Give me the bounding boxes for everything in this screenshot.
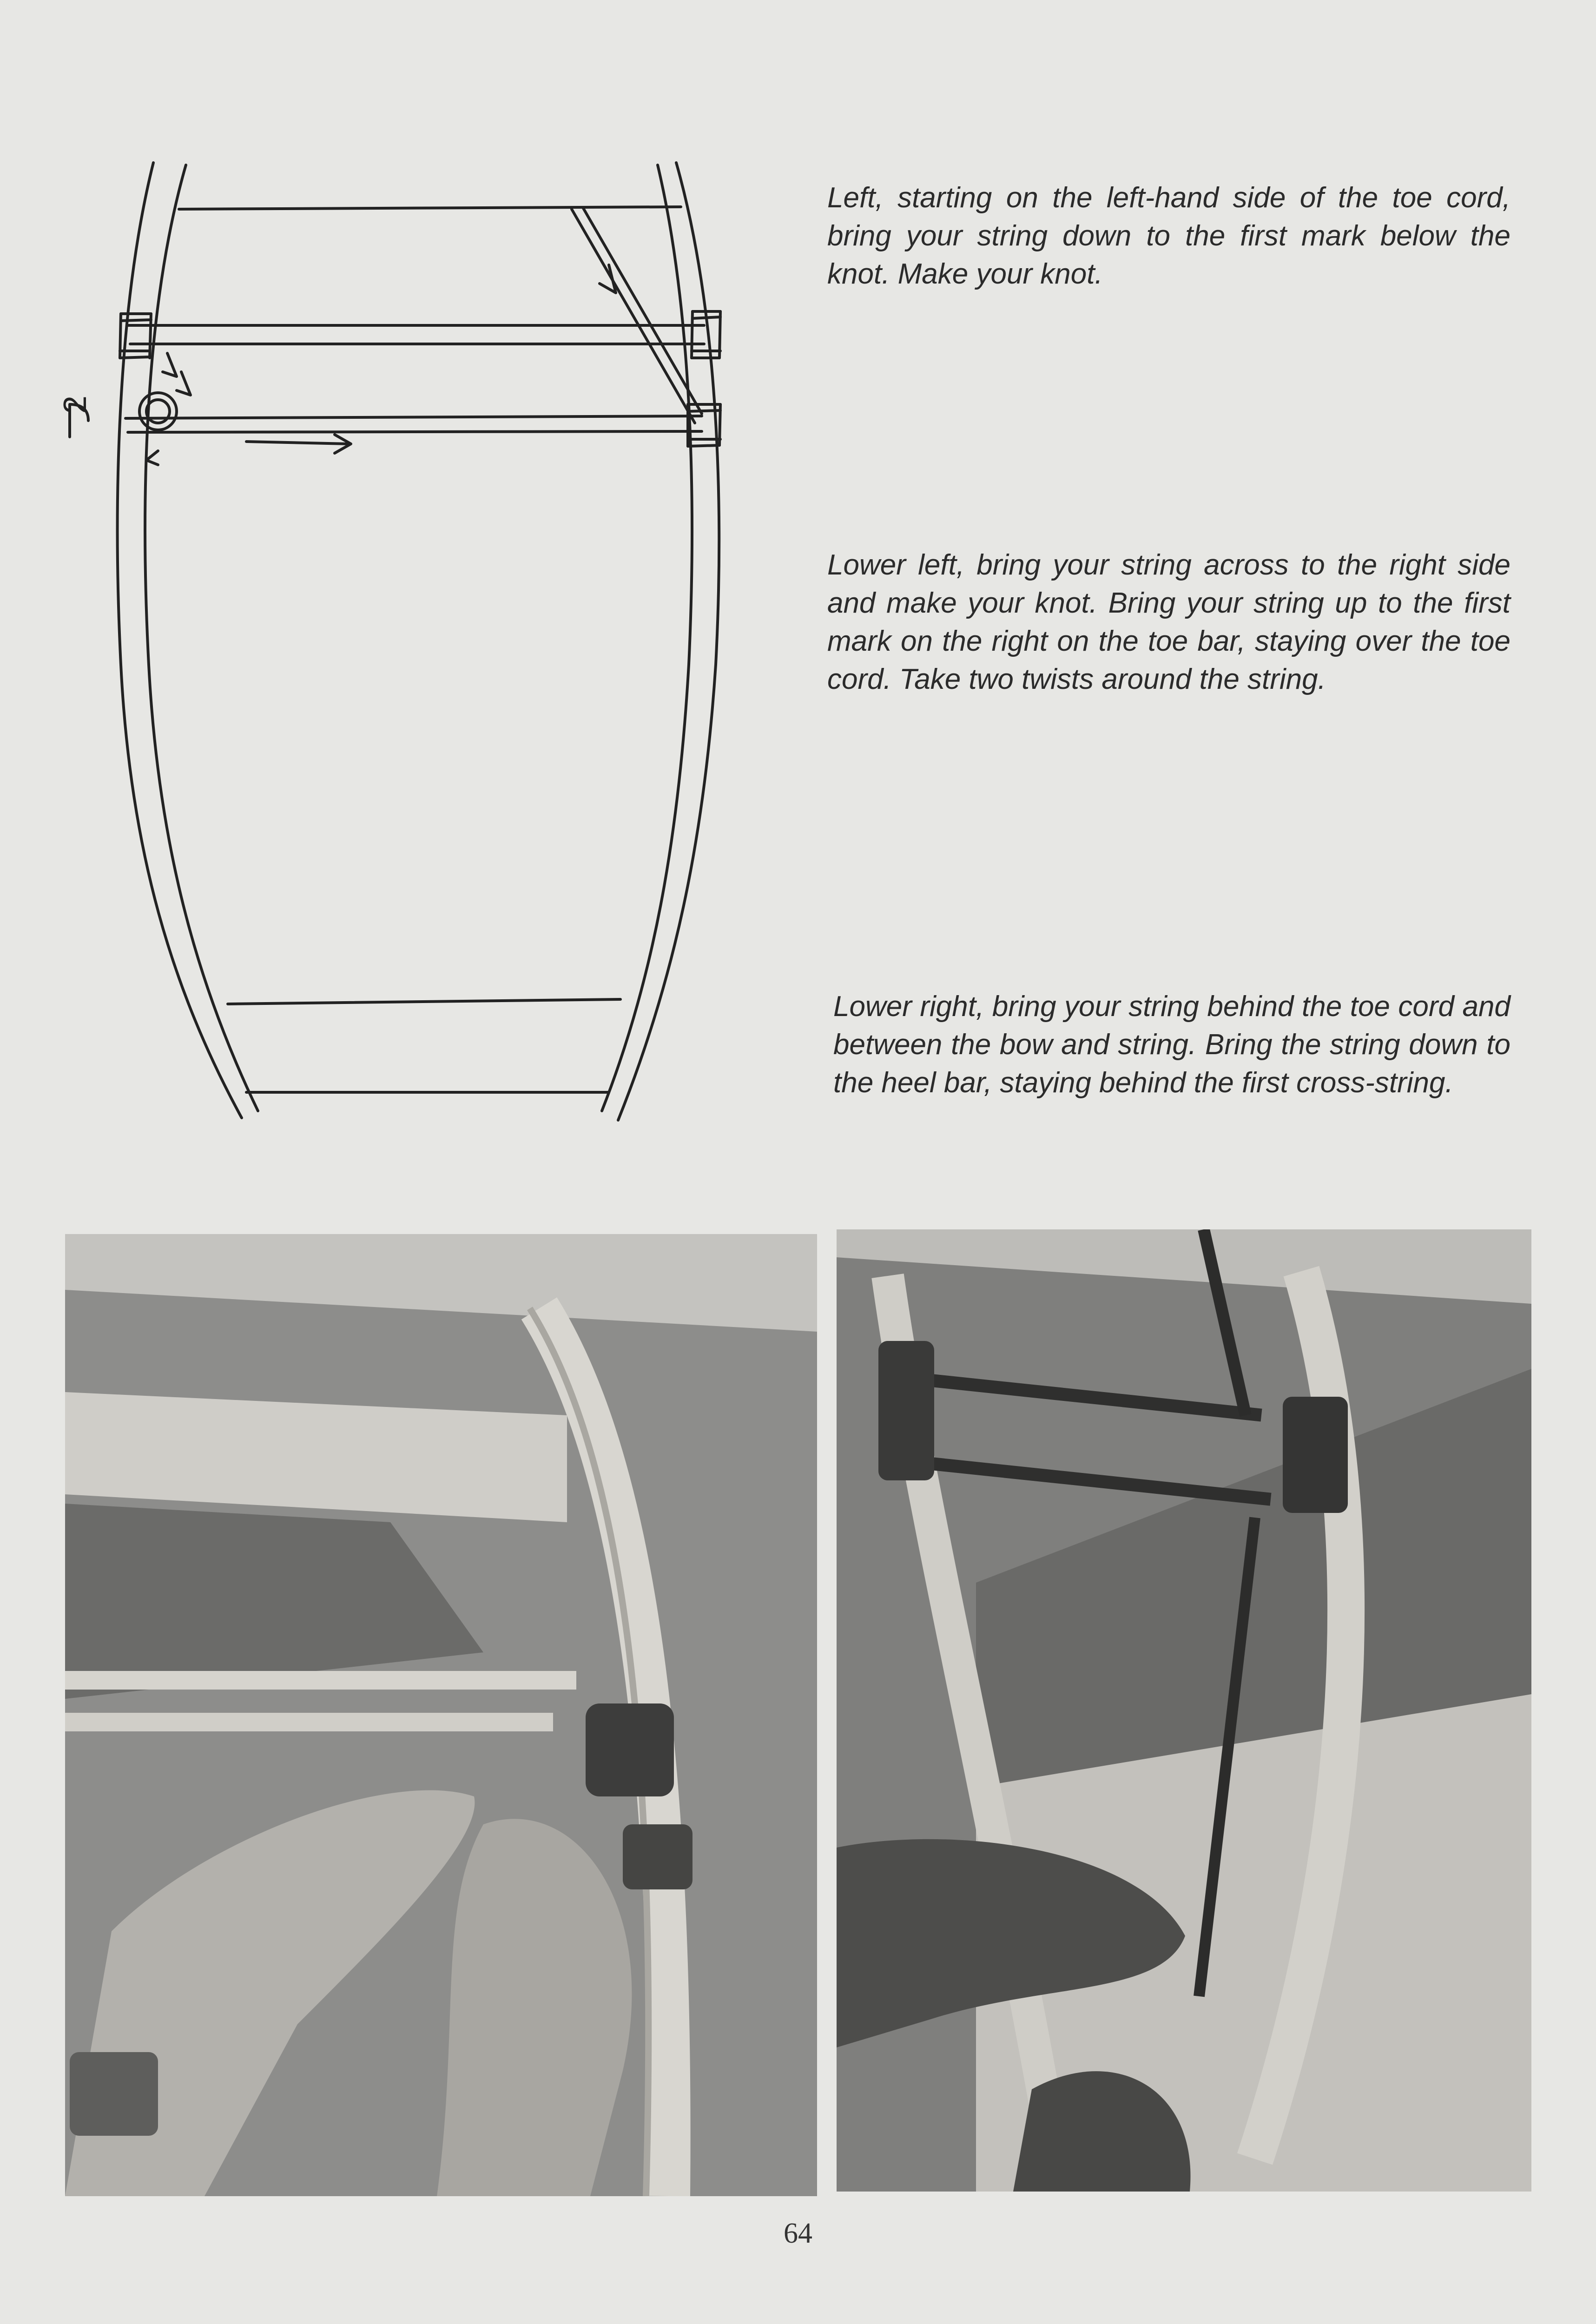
caption-lower-left: Lower left, bring your string across to the right side and make your knot. Bring your string up to the first mark on the right on the toe bar, staying over the toe cord. Take two twists around the string.: [827, 549, 1510, 695]
caption-lower-right: Lower right, bring your string behind the toe cord and between the bow and string. Bring the string down to the heel bar, staying behind the first cross-string.: [833, 990, 1510, 1099]
photo-lacing-right: [837, 1229, 1531, 2192]
diagram-margin-mark: 2: [57, 396, 93, 414]
caption-left: Left, starting on the left-hand side of the toe cord, bring your string down to the first mark below the knot. Make your knot.: [827, 182, 1510, 290]
snowshoe-lacing-diagram: [51, 153, 776, 1148]
page-number: 64: [784, 2218, 812, 2249]
photo-lacing-left: [65, 1234, 817, 2196]
